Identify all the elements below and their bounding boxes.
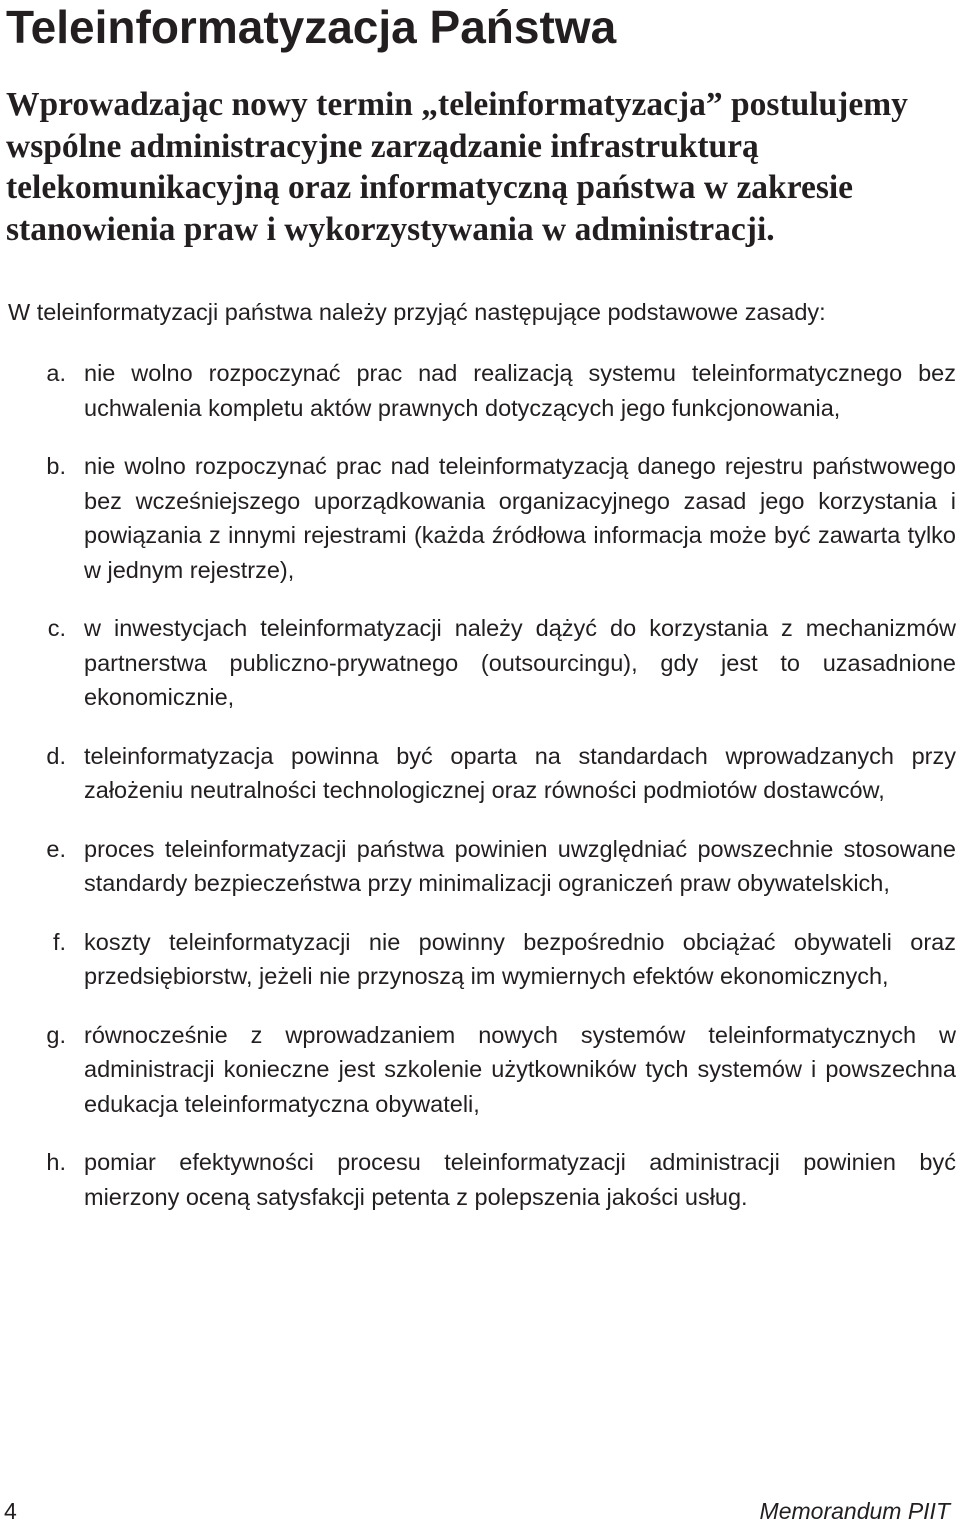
list-item <box>0 832 960 901</box>
list-item-marker: e. <box>46 835 66 862</box>
list-item-text: równocześnie z wprowadzaniem nowych systemów teleinformatycznych w administracji konieczne jest szkolenie użytkowników tych systemów i powszechna edukacja teleinformatyczna obywateli, <box>84 1021 956 1117</box>
running-footer-title: Memorandum PIIT <box>759 1498 950 1524</box>
list-item <box>0 611 960 715</box>
list-item-text: w inwestycjach teleinformatyzacji należy dążyć do korzystania z mechanizmów partnerstwa publiczno-prywatnego (outsourcingu), gdy jest to uzasadnione ekonomicznie, <box>84 615 956 710</box>
list-item-marker: h. <box>46 1149 66 1175</box>
list-item <box>0 739 960 808</box>
list-item <box>0 925 960 994</box>
list-item-text: nie wolno rozpoczynać prac nad realizacją systemu teleinformatycznego bez uchwalenia kompletu aktów prawnych dotyczących jego funkcjonowania, <box>84 360 956 421</box>
page-title: Teleinformatyzacja Państwa <box>6 1 617 53</box>
list-item-marker: g. <box>46 1021 66 1048</box>
list-item-text: pomiar efektywności procesu teleinformatyzacji administracji powinien być mierzony oceną satysfakcji petenta z polepszenia jakości usług. <box>84 1149 956 1210</box>
list-item-marker: f. <box>52 928 66 955</box>
list-item <box>0 1145 960 1214</box>
list-item-text: teleinformatyzacja powinna być oparta na standardach wprowadzanych przy założeniu neutralności technologicznej oraz równości podmiotów dostawców, <box>84 742 956 803</box>
intro-sentence: W teleinformatyzacji państwa należy przyjąć następujące podstawowe zasady: <box>8 299 826 325</box>
lead-paragraph: Wprowadzając nowy termin „teleinformatyzacja” postulujemy wspólne administracyjne zarządzanie infrastrukturą telekomunikacyjną oraz informatyczną państwa w zakresie stanowienia praw i wykorzystywania w administracji. <box>6 86 908 248</box>
list-item-marker: a. <box>46 360 66 386</box>
list-item <box>0 1018 960 1122</box>
page-number: 4 <box>4 1498 17 1524</box>
list-item-text: nie wolno rozpoczynać prac nad teleinformatyzacją danego rejestru państwowego bez wcześniejszego uporządkowania organizacyjnego zasad jego korzystania i powiązania z innymi rejestrami (każda źródłowa informacja może być zawarta tylko w jednym rejestrze), <box>84 453 956 583</box>
list-item-marker: d. <box>46 742 66 769</box>
list-item-text: koszty teleinformatyzacji nie powinny bezpośrednio obciążać obywateli oraz przedsiębiorstw, jeżeli nie przynoszą im wymiernych efektów ekonomicznych, <box>84 928 956 989</box>
list-item <box>0 449 960 587</box>
principles-list <box>0 356 960 1238</box>
list-item-marker: c. <box>47 615 66 641</box>
list-item-text: proces teleinformatyzacji państwa powinien uwzględniać powszechnie stosowane standardy bezpieczeństwa przy minimalizacji ograniczeń praw obywatelskich, <box>84 835 956 896</box>
list-item-marker: b. <box>46 453 66 479</box>
list-item <box>0 356 960 425</box>
